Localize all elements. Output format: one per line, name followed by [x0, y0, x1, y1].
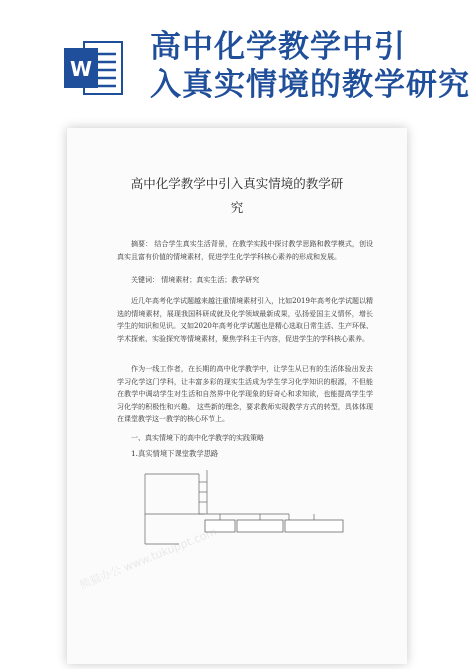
document-page — [67, 128, 407, 664]
abstract-paragraph: 摘要： 结合学生真实生活背景，在教学实践中探讨教学思路和教学模式，创设真实且富有价值的情境素材，促进学生化学学科核心素养的形成和发展。 — [117, 240, 373, 261]
document-title — [115, 172, 359, 220]
banner-title — [150, 28, 470, 104]
document-title-line-1: 高中化学教学中引入真实情境的教学研 — [130, 176, 344, 191]
document-title-line-2: 究 — [230, 200, 244, 215]
banner — [0, 0, 474, 125]
teaching-flow-diagram — [139, 468, 369, 548]
banner-title-line-1: 高中化学教学中引 — [150, 29, 406, 65]
watermark: 熊猫办公 www.tukuppt.com — [77, 524, 219, 592]
teacher-paragraph: 作为一线工作者，在长期的高中化学教学中，让学生从已有的生活体验出发去学习化学这门学科，让丰富多彩的现实生活成为学生学习化学知识的根源，不但能在教学中调动学生对生活和自然界中化学现象的好奇心和求知欲，也能提高学生学习化学的积极性和兴趣。 这些新的理念，要求教师实现教学方式的转型，具体体现在课堂教学这一教学的核心环节上。 — [117, 365, 373, 424]
banner-title-line-2: 入真实情境的教学研究 — [150, 67, 470, 103]
section-heading: 一、真实情境下的高中化学教学的实践策略 — [131, 434, 264, 442]
logo-letter: W — [69, 57, 93, 81]
word-document-icon — [62, 38, 126, 98]
intro-paragraph: 近几年高考化学试题越来越注重情境素材引入，比如2019年高考化学试题以精选的情境素材，展现我国科研成就及化学领域最新成果，弘扬爱国主义情怀，增长学生的知识和见识。又如2020年高考化学试题也是精心选取日常生活、生产环保、学术探索、实验探究等情境素材，聚焦学科主干内容，促进学生的学科核心素养。 — [117, 297, 373, 343]
subsection-heading: 1.真实情境下课堂教学思路 — [131, 449, 219, 458]
keywords-paragraph: 关键词： 情境素材；真实生活；教学研究 — [131, 276, 260, 284]
